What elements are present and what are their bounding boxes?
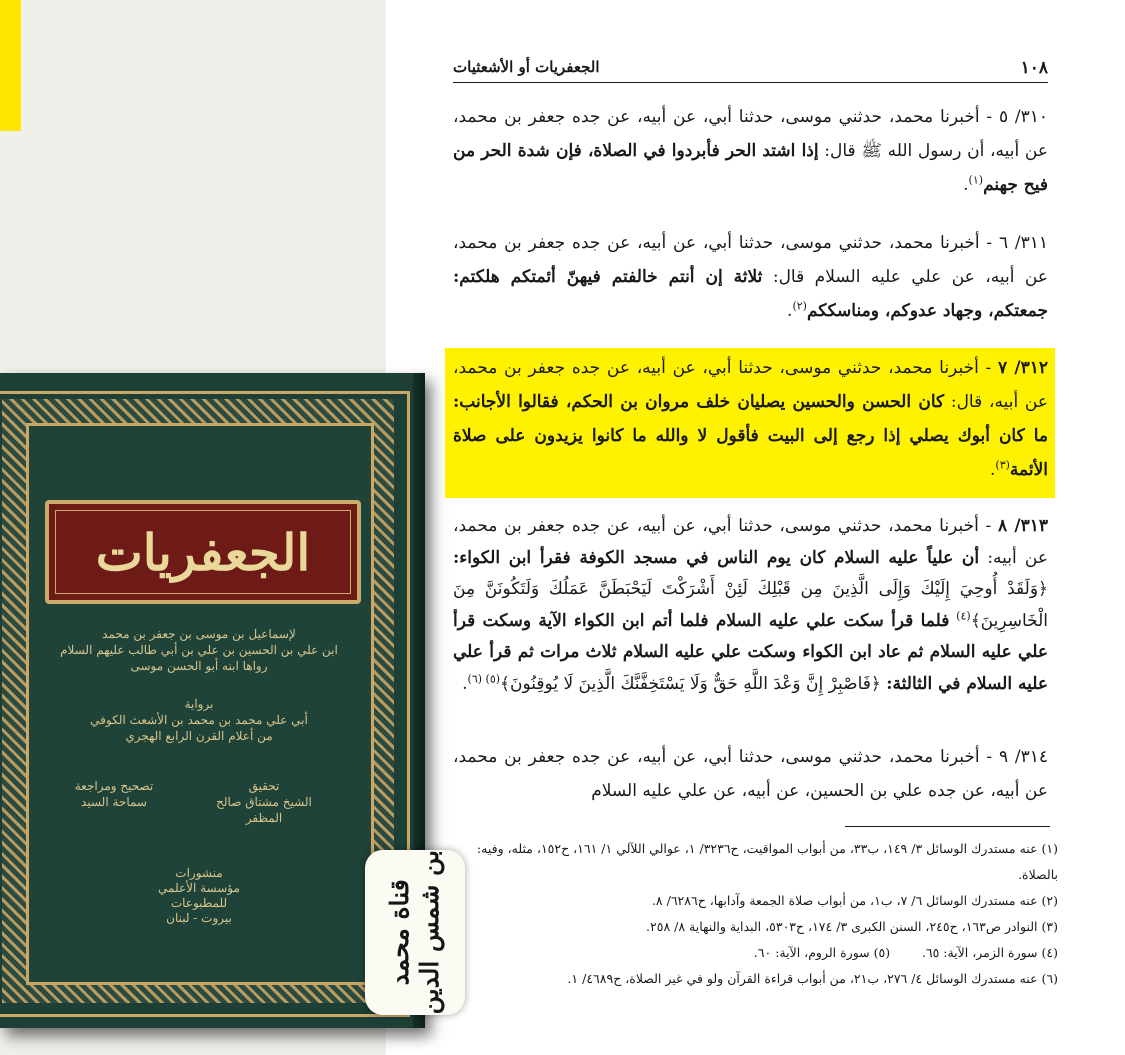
cover-publisher: منشورات مؤسسة الأعلمي للمطبوعات بيروت - لبنان xyxy=(158,866,240,925)
cover-editor: تحقيق الشيخ مشتاق صالح المظفر xyxy=(216,779,312,825)
cover-narrator-line: أبي علي محمد بن محمد بن الأشعث الكوفي xyxy=(90,713,308,727)
footnote: (٦) عنه مستدرك الوسائل ٤/ ٢٧٦، ب٢١، من أبواب قراءة القرآن ولو في غير الصلاة، ح٤٦٨٩/ ١. xyxy=(567,971,1058,986)
cover-author-line: رواها ابنه أبو الحسن موسى xyxy=(130,659,268,673)
hadith-text: أن علياً عليه السلام كان يوم الناس في مسجد الكوفة فقرأ ابن الكواء: xyxy=(453,547,980,568)
footnote: (٣) النوادر ص١٦٣، ح٢٤٥، السنن الكبرى ٣/ ١٧٤، ح٥٣٠٣، البداية والنهاية ٨/ ٢٥٨. xyxy=(646,919,1058,934)
hadith-text: فلما قرأ سكت علي عليه السلام فلما أتم ابن الكواء الآية وسكت قرأ علي عليه السلام ثم عاد ابن الكواء وسكت علي عليه السلام ثلاث مرات ثم قرأ علي عليه السلام في الثالثة: xyxy=(453,610,1048,694)
hadith-310: ٣١٠/ ٥ - أخبرنا محمد، حدثني موسى، حدثنا أبي، عن أبيه، عن جده جعفر بن محمد، عن أبيه، أن رسول الله ﷺ قال: إذا اشتد الحر فأبردوا في الصلاة، فإن شدة الحر من فيح جهنم$^{(١)}$. xyxy=(453,107,1048,195)
hadith-chain: أخبرنا محمد، حدثني موسى، حدثنا أبي، عن أبيه، عن جده جعفر بن محمد، عن أبيه، أن رسول الله ﷺ قال: xyxy=(453,107,1048,161)
cover-inner-panel xyxy=(26,423,374,985)
hadith-text: إذا اشتد الحر فأبردوا في الصلاة، فإن شدة الحر من فيح جهنم xyxy=(453,141,1048,195)
footnote-separator xyxy=(845,826,1050,827)
hadith-text: كان الحسن والحسين يصليان خلف مروان بن الحكم، فقالوا الأجانب: ما كان أبوك يصلي إذا رجع إلى البيت فأقول لا والله ما كانوا يزيدون على صلاة الأئمة xyxy=(453,392,1048,480)
footnote: (٤) سورة الزمر، الآية: ٦٥. (٥) سورة الروم، الآية: ٦٠. xyxy=(753,945,1058,960)
hadith-314: ٣١٤/ ٩ - أخبرنا محمد، حدثني موسى، حدثنا أبي، عن أبيه، عن جده جعفر بن محمد، عن أبيه، عن جده علي بن الحسين، عن أبيه، عن علي عليه السلام xyxy=(453,747,1048,801)
footnote: (١) عنه مستدرك الوسائل ٣/ ١٤٩، ب٣٣، من أبواب المواقيت، ح٣٢٣٦/ ١، عوالي اللآلي ١/ ١٦١، ح١٥٢، مثله، وفيه: بالصلاة. xyxy=(476,841,1058,882)
footnote-ref: (٣) xyxy=(995,458,1010,472)
hadith-chain: أخبرنا محمد، حدثني موسى، حدثنا أبي، عن أبيه، عن جده جعفر بن محمد، عن أبيه، عن علي عليه السلام قال: xyxy=(453,233,1048,287)
stamp-line: قناة محمد xyxy=(385,879,414,986)
book-page xyxy=(440,0,1125,1055)
hadith-number: ٣١٢/ ٧ xyxy=(998,358,1048,378)
running-title: الجعفريات أو الأشعثيات xyxy=(453,58,600,76)
cover-author-block xyxy=(59,626,339,674)
footnotes xyxy=(453,836,1058,992)
footnote: (٢) عنه مستدرك الوسائل ٦/ ٧، ب١، من أبواب صلاة الجمعة وآدابها، ح٦٢٨٦/ ٨. xyxy=(651,893,1058,908)
stamp-line: بن شمس الدين xyxy=(415,850,444,1015)
footnote-ref: (١) xyxy=(968,173,984,187)
hadith-chain: أخبرنا محمد، حدثني موسى، حدثنا أبي، عن أبيه، عن جده جعفر بن محمد، عن أبيه، قال: xyxy=(453,358,1048,412)
footnote-ref: (٥) (٦) xyxy=(467,671,501,685)
hadith-number: ٣١٠/ ٥ xyxy=(998,107,1048,127)
cover-title: الجعفريات xyxy=(95,522,311,582)
book-cover xyxy=(0,373,425,1028)
footnote-ref: (٤) xyxy=(956,608,971,622)
cover-author-line: ابن علي بن الحسين بن علي بن أبي طالب عليهم السلام xyxy=(60,643,338,657)
yellow-marker xyxy=(0,0,21,131)
footnote-ref: (٢) xyxy=(792,299,807,313)
hadith-313: ٣١٣/ ٨ - أخبرنا محمد، حدثني موسى، حدثنا أبي، عن أبيه، عن جده جعفر بن محمد، عن أبيه: أن علياً عليه السلام كان يوم الناس في مسجد الكوفة فقرأ ابن الكواء: ﴿وَلَقَدْ أُوحِيَ إِلَيْكَ وَإِلَى الَّذِينَ مِن قَبْلِكَ لَئِنْ أَشْرَكْتَ لَيَحْبَطَنَّ عَمَلُكَ وَلَتَكُونَنَّ مِنَ الْخَاسِرِينَ﴾$^{(٤)}$ فلما قرأ سكت علي عليه السلام فلما أتم ابن الكواء الآية وسكت قرأ علي عليه السلام ثم عاد ابن الكواء وسكت علي عليه السلام ثلاث مرات ثم قرأ علي عليه السلام في الثالثة: ﴿فَاصْبِرْ إِنَّ وَعْدَ اللَّهِ حَقٌّ وَلَا يَسْتَخِفَّنَّكَ الَّذِينَ لَا يُوقِنُونَ﴾$^{(٥) (٦)}$. xyxy=(453,516,1049,694)
hadith-311: ٣١١/ ٦ - أخبرنا محمد، حدثني موسى، حدثنا أبي، عن أبيه، عن جده جعفر بن محمد، عن أبيه، عن علي عليه السلام قال: ثلاثة إن أنتم خالفتم فيهنّ أئمتكم هلكتم: جمعتكم، وجهاد عدوكم، ومناسككم$^{(٢)}$. xyxy=(453,233,1048,321)
cover-reviewer: تصحيح ومراجعة سماحة السيد xyxy=(74,779,154,809)
hadith-number: ٣١٣/ ٨ xyxy=(998,516,1048,536)
cover-title-plate xyxy=(45,500,361,604)
hadith-312: ٣١٢/ ٧ - أخبرنا محمد، حدثني موسى، حدثنا أبي، عن أبيه، عن جده جعفر بن محمد، عن أبيه، قال: كان الحسن والحسين يصليان خلف مروان بن الحكم، فقالوا الأجانب: ما كان أبوك يصلي إذا رجع إلى البيت فأقول لا والله ما كانوا يزيدون على صلاة الأئمة$^{(٣)}$. xyxy=(453,358,1048,480)
quran-verse: ﴿وَلَقَدْ أُوحِيَ إِلَيْكَ وَإِلَى الَّذِينَ مِن قَبْلِكَ لَئِنْ أَشْرَكْتَ لَيَحْبَطَنَّ عَمَلُكَ وَلَتَكُونَنَّ مِنَ الْخَاسِرِينَ﴾ xyxy=(453,579,1049,631)
page-number: ١٠٨ xyxy=(1020,58,1048,78)
cover-narrator-line: من أعلام القرن الرابع الهجري xyxy=(125,729,273,743)
hadith-text: ثلاثة إن أنتم خالفتم فيهنّ أئمتكم هلكتم: جمعتكم، وجهاد عدوكم، ومناسككم xyxy=(453,267,1048,321)
hadith-number: ٣١١/ ٦ xyxy=(998,233,1048,253)
running-header xyxy=(453,58,1048,83)
quran-verse: ﴿فَاصْبِرْ إِنَّ وَعْدَ اللَّهِ حَقٌّ وَلَا يَسْتَخِفَّنَّكَ الَّذِينَ لَا يُوقِنُونَ﴾ xyxy=(500,673,881,694)
cover-author-line: لإسماعيل بن موسى بن جعفر بن محمد xyxy=(102,627,296,641)
cover-narrator-block xyxy=(59,696,339,744)
hadith-number: ٣١٤/ ٩ xyxy=(998,747,1048,767)
cover-narrator-line: برواية xyxy=(184,697,214,711)
hadith-chain: أخبرنا محمد، حدثني موسى، حدثنا أبي، عن أبيه، عن جده جعفر بن محمد، عن أبيه: xyxy=(453,516,1048,568)
hadith-chain: أخبرنا محمد، حدثني موسى، حدثنا أبي، عن أبيه، عن جده جعفر بن محمد، عن أبيه، عن جده علي بن الحسين، عن أبيه، عن علي عليه السلام xyxy=(453,747,1048,801)
